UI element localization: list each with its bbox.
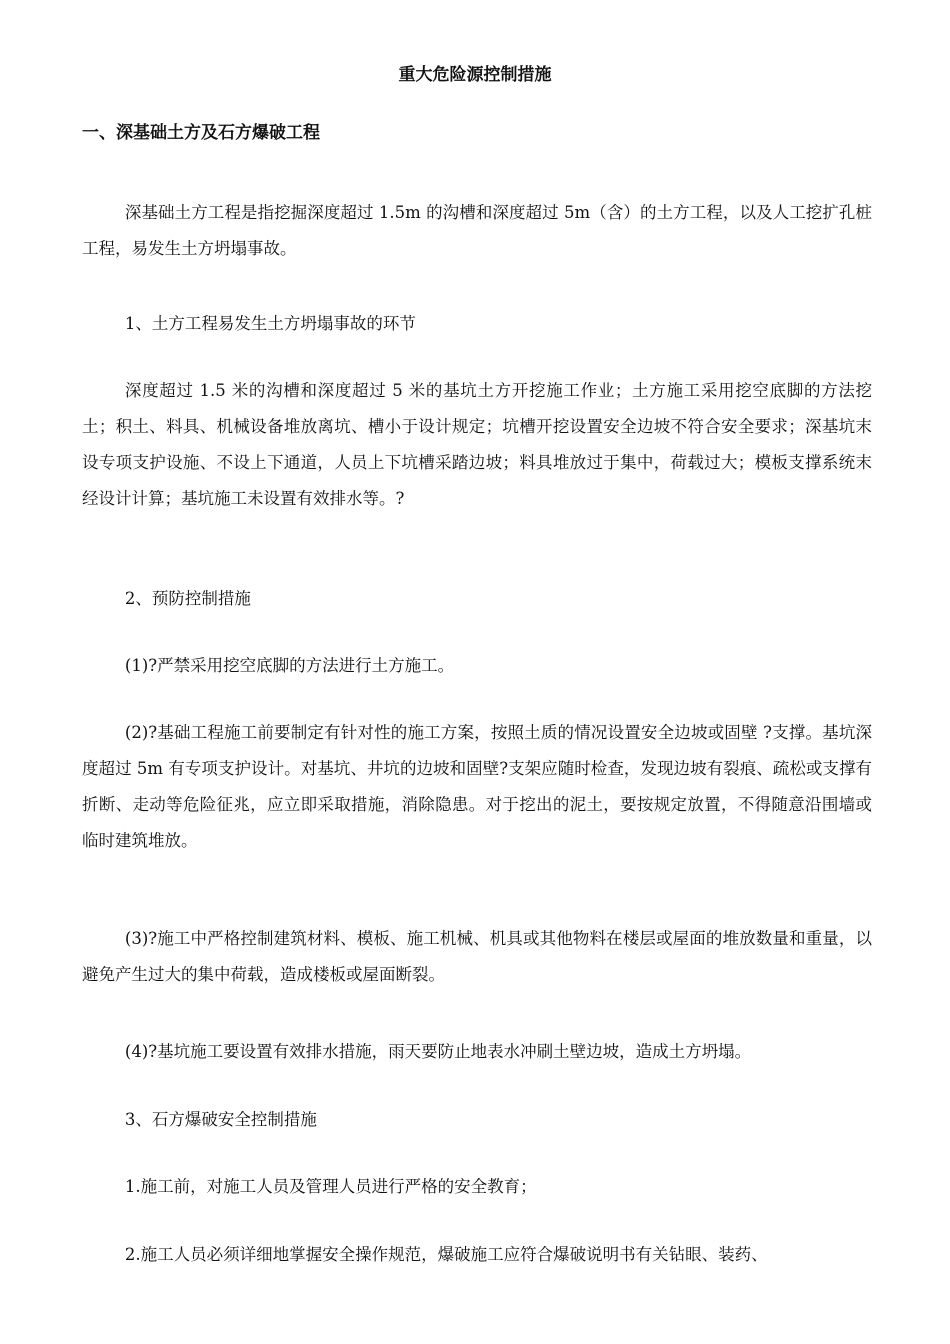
paragraph-measure-3: (3)?施工中严格控制建筑材料、模板、施工机械、机具或其他物料在楼层或屋面的堆放数量和重量，以避免产生过大的集中荷载，造成楼板或屋面断裂。 (82, 929, 872, 984)
paragraph-subheading-1: 1、土方工程易发生土方坍塌事故的环节 (124, 314, 416, 333)
paragraph-subheading-3: 3、石方爆破安全控制措施 (124, 1110, 317, 1129)
paragraph-subheading-2: 2、预防控制措施 (124, 589, 251, 608)
paragraph-blast-2: 2.施工人员必须详细地掌握安全操作规范，爆破施工应符合爆破说明书有关钻眼、装药、 (124, 1245, 768, 1264)
document-title: 重大危险源控制措施 (398, 65, 552, 85)
paragraph-blast-1: 1.施工前，对施工人员及管理人员进行严格的安全教育； (124, 1177, 537, 1196)
paragraph-measure-2: (2)?基础工程施工前要制定有针对性的施工方案，按照土质的情况设置安全边坡或固壁 ?支撑。基坑深度超过 5m 有专项支护设计。对基坑、井坑的边坡和固壁?支架应随时检查，发现边坡有裂痕、疏松或支撑有折断、走动等危险征兆，应立即采取措施，消除隐患。对于挖出的泥土，要按规定放置，不得随意沿围墙或临时建筑堆放。 (82, 723, 872, 850)
paragraph-hazard-stages: 深度超过 1.5 米的沟槽和深度超过 5 米的基坑土方开挖施工作业；土方施工采用挖空底脚的方法挖土；积土、料具、机械设备堆放离坑、槽小于设计规定；坑槽开挖设置安全边坡不符合安全要求；深基坑末设专项支护设施、不设上下通道，人员上下坑槽采踏边坡；料具堆放过于集中，荷载过大；模板支撑系统末经设计计算；基坑施工未设置有效排水等。? (82, 381, 872, 508)
paragraph-measure-4: (4)?基坑施工要设置有效排水措施，雨天要防止地表水冲刷土壁边坡，造成土方坍塌。 (124, 1042, 752, 1061)
section-heading: 一、深基础土方及石方爆破工程 (82, 123, 320, 143)
paragraph-measure-1: (1)?严禁采用挖空底脚的方法进行土方施工。 (124, 656, 455, 675)
paragraph-intro: 深基础土方工程是指挖掘深度超过 1.5m 的沟槽和深度超过 5m（含）的土方工程，以及人工挖扩孔桩工程，易发生土方坍塌事故。 (82, 203, 872, 258)
